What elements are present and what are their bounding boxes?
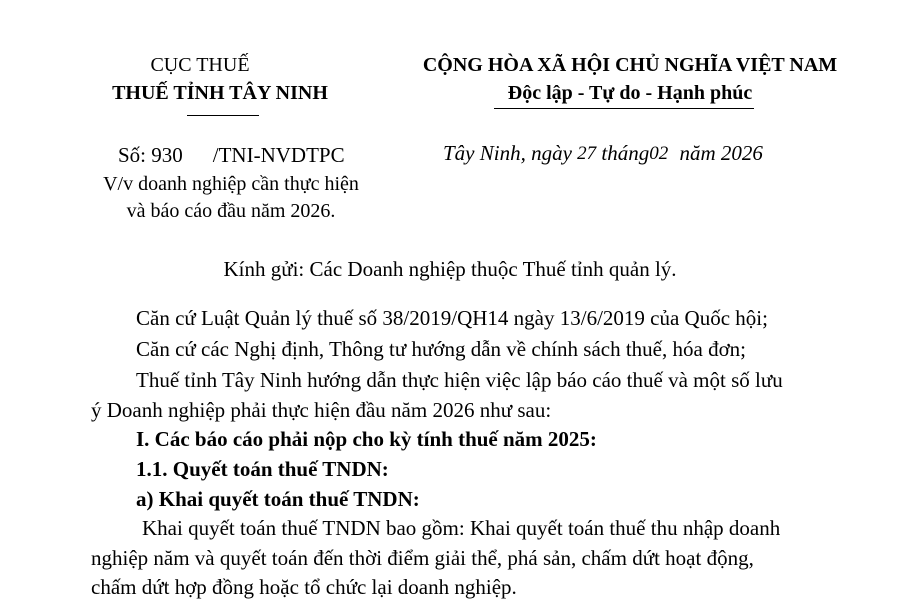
recipient-line: Kính gửi: Các Doanh nghiệp thuộc Thuế tỉnh quản lý. (223, 257, 677, 281)
legal-basis-2: Căn cứ các Nghị định, Thông tư hướng dẫn về chính sách thuế, hóa đơn; (136, 337, 747, 361)
motto-underline (494, 108, 754, 109)
section-heading-1: I. Các báo cáo phải nộp cho kỳ tính thuế năm 2025: (136, 427, 597, 451)
section-heading-1-1-a: a) Khai quyết toán thuế TNDN: (136, 487, 420, 511)
agency-parent-name: CỤC THUẾ (150, 54, 250, 76)
intro-line-2: ý Doanh nghiệp phải thực hiện đầu năm 2026 như sau: (91, 398, 552, 422)
date-place: Tây Ninh, ngày (443, 141, 572, 165)
date-month: 02 (649, 143, 669, 164)
document-subject-line2: và báo cáo đầu năm 2026. (126, 200, 336, 222)
document-date (443, 141, 763, 166)
document-number-prefix: Số: 930 (118, 143, 183, 167)
agency-underline (187, 115, 259, 116)
national-title: CỘNG HÒA XÃ HỘI CHỦ NGHĨA VIỆT NAM (422, 54, 838, 76)
paragraph-a-line2: nghiệp năm và quyết toán đến thời điểm giải thể, phá sản, chấm dứt hoạt động, (91, 546, 754, 570)
date-year: năm 2026 (679, 141, 763, 165)
section-heading-1-1: 1.1. Quyết toán thuế TNDN: (136, 457, 389, 481)
document-number (118, 143, 345, 168)
document-subject-line1: V/v doanh nghiệp cần thực hiện (103, 173, 359, 195)
date-day: 27 (577, 143, 597, 164)
date-month-label: tháng (601, 141, 650, 165)
legal-basis-1: Căn cứ Luật Quản lý thuế số 38/2019/QH14 ngày 13/6/2019 của Quốc hội; (136, 306, 768, 330)
paragraph-a-line3: chấm dứt hợp đồng hoặc tổ chức lại doanh nghiệp. (91, 575, 517, 599)
intro-line-1: Thuế tỉnh Tây Ninh hướng dẫn thực hiện việc lập báo cáo thuế và một số lưu (136, 368, 783, 392)
document-number-code: /TNI-NVDTPC (212, 143, 345, 167)
national-motto: Độc lập - Tự do - Hạnh phúc (507, 82, 753, 104)
agency-name: THUẾ TỈNH TÂY NINH (112, 82, 328, 104)
paragraph-a-line1: Khai quyết toán thuế TNDN bao gồm: Khai quyết toán thuế thu nhập doanh (142, 516, 781, 540)
